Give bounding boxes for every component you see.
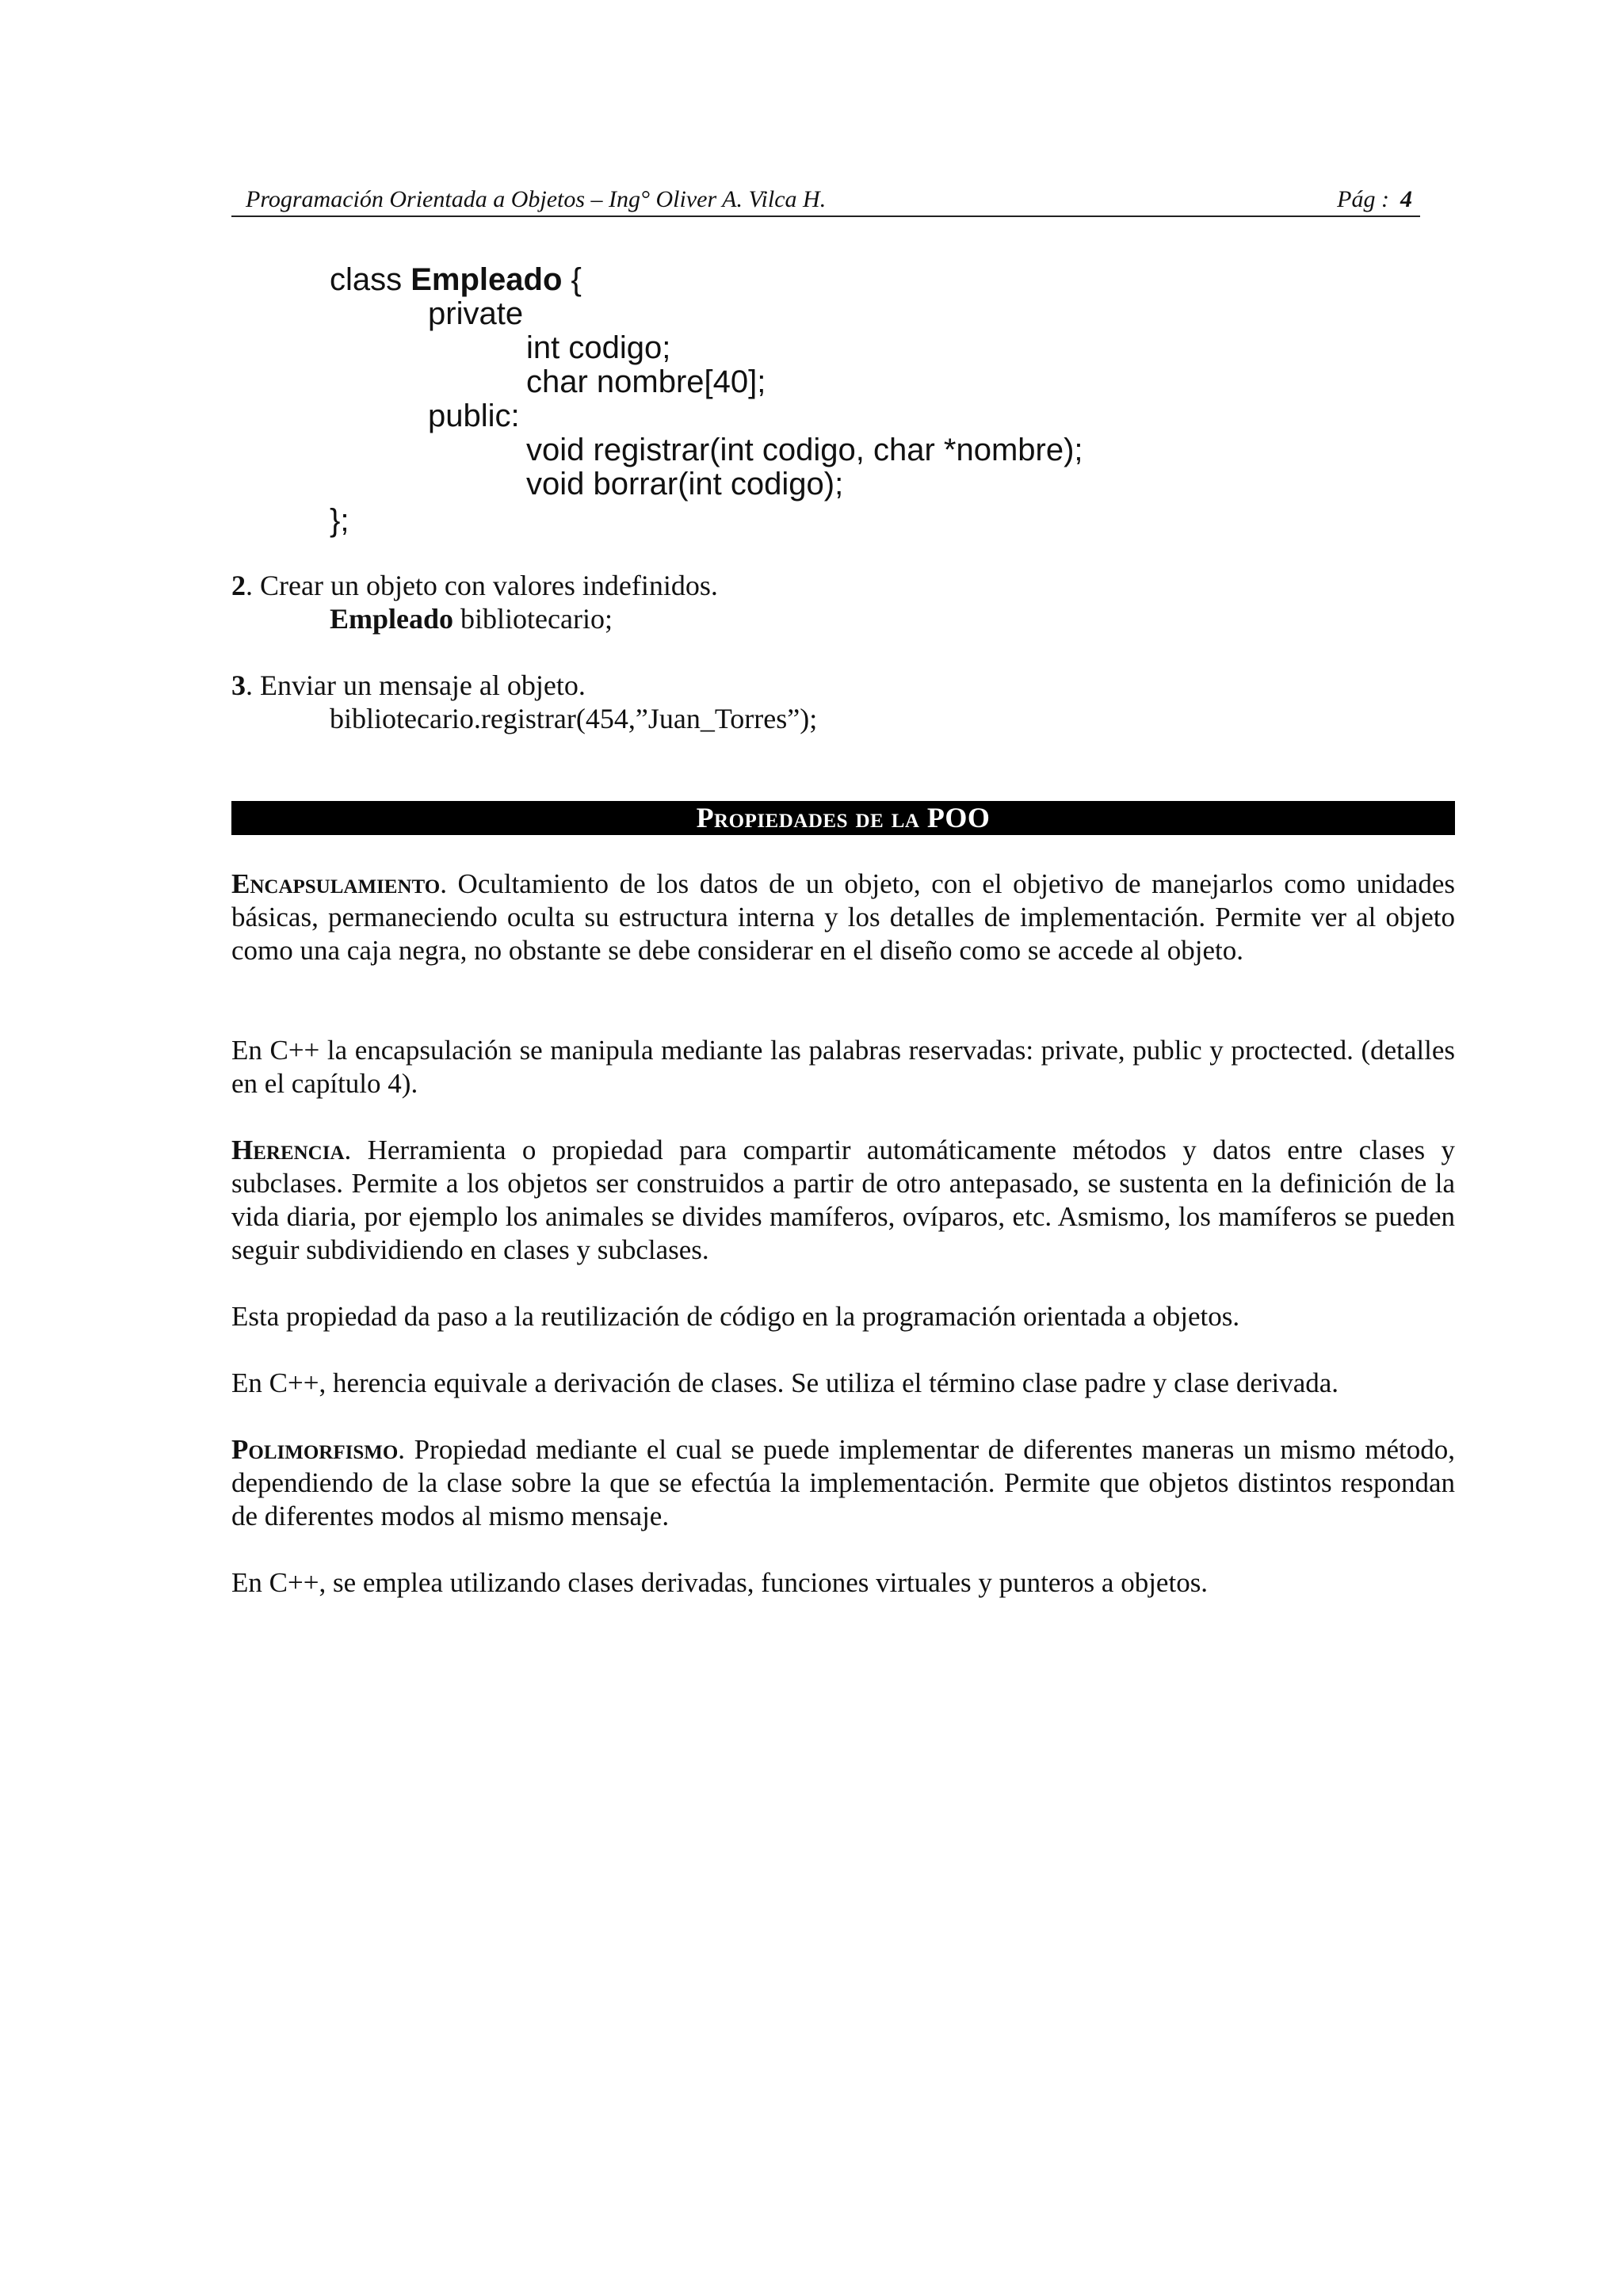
paragraph-encap-cpp: En C++ la encapsulación se manipula mediante las palabras reservadas: private, public y proctected. (detalles en el capítulo 4). [231, 1035, 1455, 1099]
code-class-name: Empleado [411, 262, 563, 297]
header-title: Programación Orientada a Objetos – Ing° Oliver A. Vilca H. [246, 186, 827, 212]
step-3-code: bibliotecario.registrar(454,”Juan_Torres”); [330, 703, 818, 734]
code-line-borrar: void borrar(int codigo); [526, 467, 844, 502]
code-keyword-class: class [330, 262, 411, 297]
polimorfismo-text: . Propiedad mediante el cual se puede implementar de diferentes maneras un mismo método, dependiendo de la clase sobre la que se efectúa la implementación. Permite que objetos distintos respondan de diferentes modos al mismo mensaje. [231, 1434, 1455, 1531]
step-2-heading [231, 569, 718, 602]
page-header [231, 184, 1420, 217]
header-page-indicator [1337, 184, 1412, 215]
code-line-class [330, 263, 582, 297]
code-line-nombre: char nombre[40]; [526, 364, 766, 399]
section-title-bar: Propiedades de la POO [231, 801, 1455, 835]
step-2-code [330, 602, 613, 635]
paragraph-herencia-reuse: Esta propiedad da paso a la reutilización de código en la programación orientada a objetos. [231, 1301, 1240, 1332]
code-line-private: private [428, 296, 524, 331]
code-line-close: }; [330, 503, 349, 538]
paragraph-polimorfismo-cpp: En C++, se emplea utilizando clases derivadas, funciones virtuales y punteros a objetos. [231, 1567, 1209, 1598]
code-line-codigo: int codigo; [526, 330, 671, 365]
page-label: Pág : [1337, 186, 1389, 212]
step-3-number: 3 [231, 669, 246, 701]
term-encapsulamiento: Encapsulamiento [231, 868, 441, 899]
paragraph-herencia [231, 1134, 1455, 1267]
page-number: 4 [1400, 186, 1412, 212]
step-2-class-name: Empleado [330, 603, 454, 635]
code-open-brace: { [562, 262, 582, 297]
step-3-text: . Enviar un mensaje al objeto. [246, 669, 586, 701]
paragraph-polimorfismo [231, 1433, 1455, 1533]
code-line-public: public: [428, 399, 520, 433]
herencia-text: . Herramienta o propiedad para compartir automáticamente métodos y datos entre clases y subclases. Permite a los objetos ser construidos a partir de otro antepasado, se sustenta en la definición de la vida diaria, por ejemplo los animales se divides mamíferos, ovíparos, etc. Asmismo, los mamíferos se pueden seguir subdividiendo en clases y subclases. [231, 1135, 1455, 1265]
encapsulamiento-text: . Ocultamiento de los datos de un objeto, con el objetivo de manejarlos como unidades básicas, permaneciendo oculta su estructura interna y los detalles de implementación. Permite ver al objeto como una caja negra, no obstante se debe considerar en el diseño como se accede al objeto. [231, 868, 1455, 966]
step-2-object: bibliotecario; [453, 603, 613, 635]
paragraph-herencia-cpp: En C++, herencia equivale a derivación de clases. Se utiliza el término clase padre y clase derivada. [231, 1367, 1339, 1398]
term-herencia: Herencia [231, 1135, 345, 1165]
paragraph-encapsulamiento [231, 868, 1455, 967]
step-2-text: . Crear un objeto con valores indefinidos. [246, 570, 718, 601]
code-line-registrar: void registrar(int codigo, char *nombre); [526, 433, 1083, 467]
step-2-number: 2 [231, 570, 246, 601]
step-3-heading [231, 669, 586, 702]
term-polimorfismo: Polimorfismo [231, 1434, 399, 1465]
